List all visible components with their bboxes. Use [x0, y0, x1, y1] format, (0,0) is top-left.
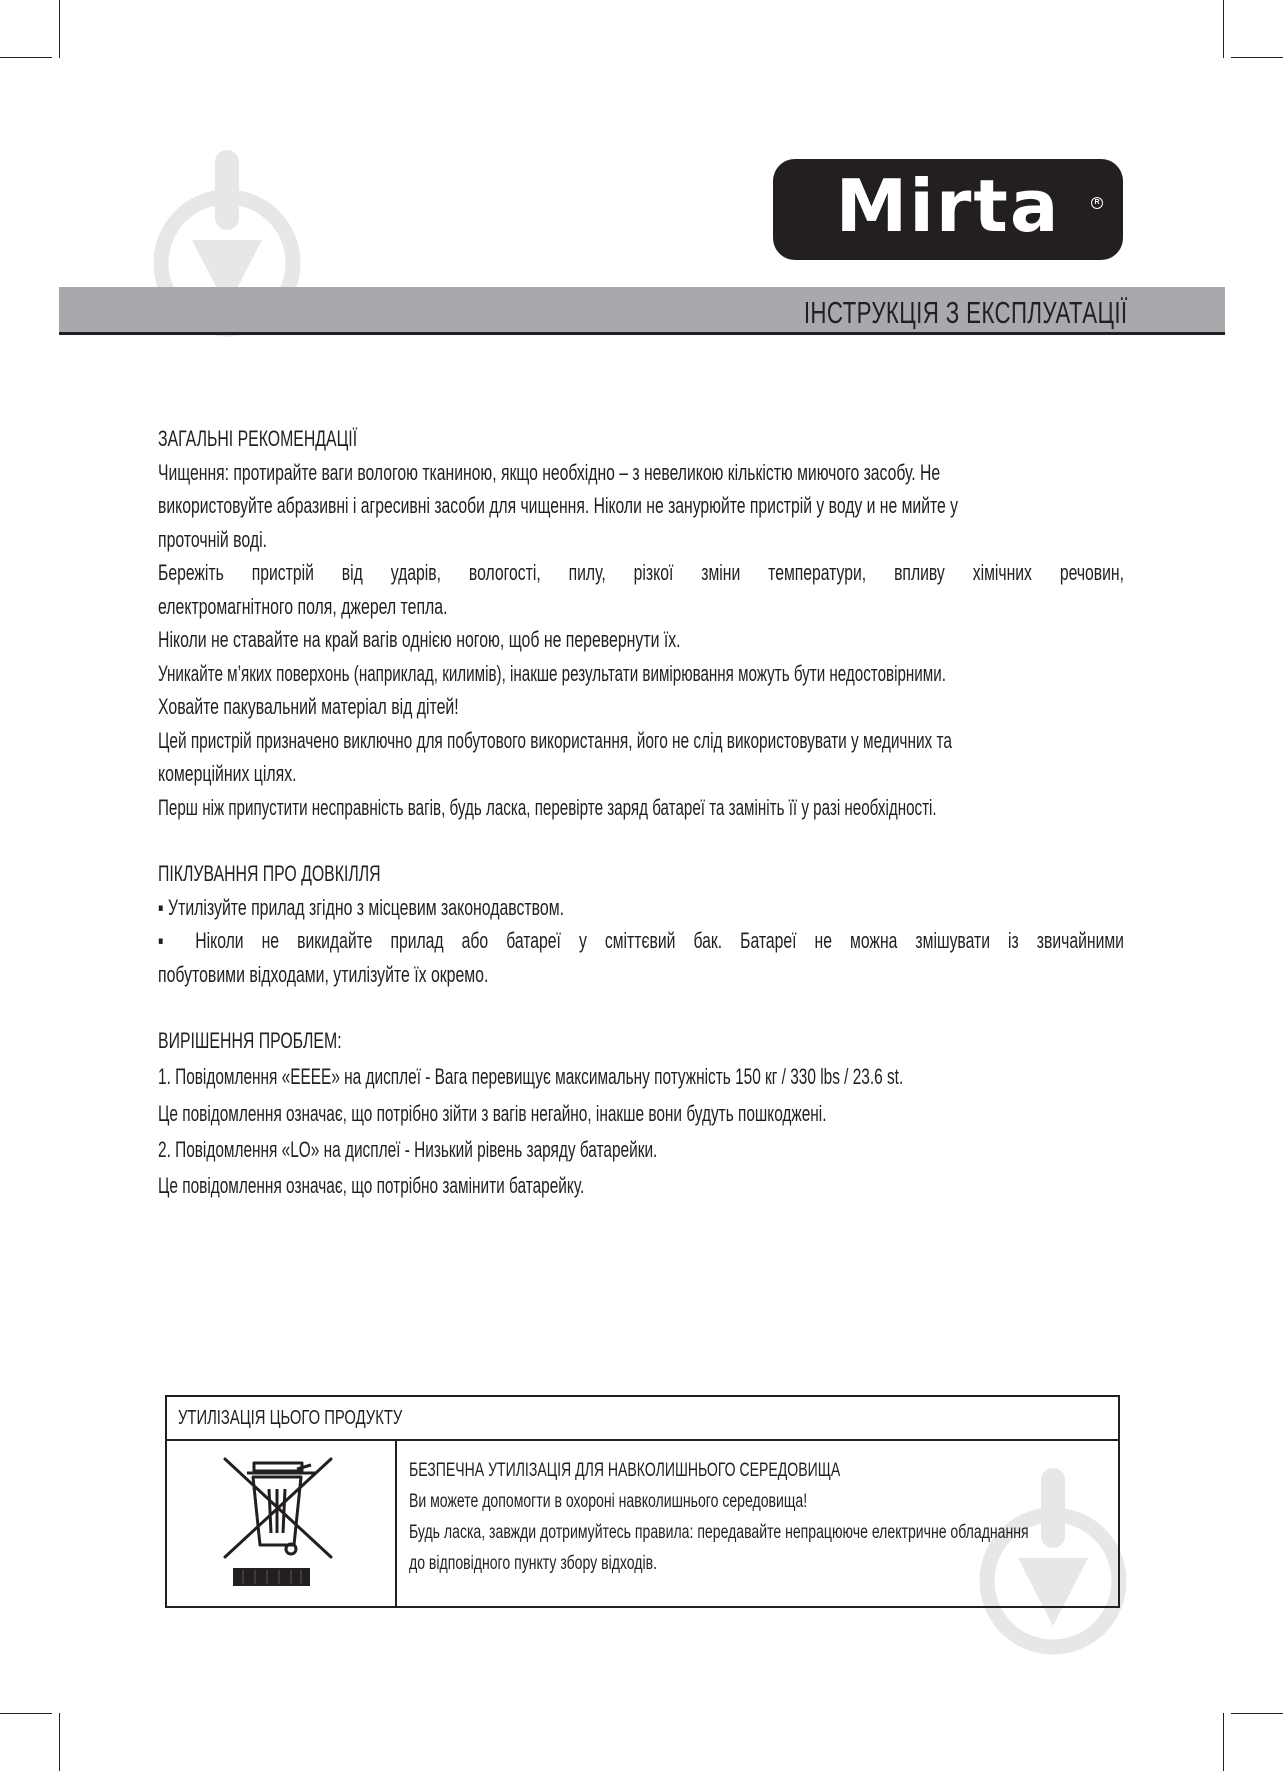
disposal-box-header — [167, 1397, 1118, 1441]
brand-logo-text: Mirta — [835, 163, 1061, 248]
general-line: Ховайте пакувальний матеріал від дітей! — [158, 694, 459, 719]
general-line: використовуйте абразивні і агресивні засоби для чищення. Ніколи не занурюйте пристрій у воду и не мийте у — [158, 493, 959, 518]
general-line: проточній воді. — [158, 526, 268, 552]
disposal-line: Будь ласка, завжди дотримуйтесь правила: передавайте непрацююче електричне обладнання — [409, 1522, 1029, 1543]
crop-mark-bottom-left-h — [0, 1713, 52, 1714]
crop-mark-top-left-h — [0, 57, 52, 58]
disposal-box — [165, 1395, 1120, 1608]
crop-mark-bottom-left — [59, 1713, 60, 1771]
general-line: комерційних цілях. — [158, 761, 297, 786]
title-bar — [59, 287, 1225, 335]
registered-mark-icon: R — [1091, 197, 1103, 209]
disposal-icon-cell — [167, 1441, 397, 1606]
main-content — [158, 422, 1124, 1204]
crossed-out-wheelie-bin-icon — [167, 1441, 397, 1608]
general-line: Бережіть пристрій від ударів, вологості, пилу, різкої зміни температури, впливу хімічних речовин, — [158, 560, 1124, 585]
crop-mark-bottom-right — [1223, 1713, 1224, 1771]
page-title: ІНСТРУКЦІЯ З ЕКСПЛУАТАЦІЇ — [803, 295, 1127, 330]
brand-logo — [773, 159, 1123, 260]
environment-line: ▪ Ніколи не викидайте прилад або батареї у сміттєвий бак. Батареї не можна змішувати із звичайними — [158, 928, 1124, 953]
section-heading-troubleshooting: ВИРІШЕННЯ ПРОБЛЕМ: — [158, 1028, 342, 1053]
general-line: Перш ніж припустити несправність вагів, будь ласка, перевірте заряд батареї та замініть її у разі необхідності. — [158, 794, 937, 820]
general-line: Чищення: протирайте ваги вологою тканиною, якщо необхідно – з невеликою кількістю миючого засобу. Не — [158, 459, 941, 485]
troubleshooting-line: 2. Повідомлення «LO» на дисплеї - Низький рівень заряду батарейки. — [158, 1136, 658, 1162]
environment-line: ▪ Утилізуйте прилад згідно з місцевим законодавством. — [158, 894, 565, 920]
troubleshooting-line: Це повідомлення означає, що потрібно зійти з вагів негайно, інакше вони будуть пошкоджені. — [158, 1100, 827, 1126]
troubleshooting-line: 1. Повідомлення «EEEE» на дисплеї - Вага перевищує максимальну потужність 150 кг / 330 lbs / 23.6 st. — [158, 1063, 904, 1089]
general-line: електромагнітного поля, джерел тепла. — [158, 593, 448, 619]
section-heading-general: ЗАГАЛЬНІ РЕКОМЕНДАЦІЇ — [158, 426, 358, 451]
general-line: Ніколи не ставайте на край вагів однією ногою, щоб не перевернути їх. — [158, 627, 681, 652]
section-heading-environment: ПІКЛУВАННЯ ПРО ДОВКІЛЛЯ — [158, 861, 381, 886]
disposal-heading: УТИЛІЗАЦІЯ ЦЬОГО ПРОДУКТУ — [178, 1407, 403, 1429]
crop-mark-top-right — [1223, 0, 1224, 58]
general-line: Уникайте м’яких поверхонь (наприклад, килимів), інакше результати вимірювання можуть бути недостовірними. — [158, 660, 946, 686]
troubleshooting-line: Це повідомлення означає, що потрібно замінити батарейку. — [158, 1172, 585, 1198]
disposal-line: БЕЗПЕЧНА УТИЛІЗАЦІЯ ДЛЯ НАВКОЛИШНЬОГО СЕРЕДОВИЩА — [409, 1460, 841, 1481]
crop-mark-top-right-h — [1231, 57, 1283, 58]
crop-mark-top-left — [59, 0, 60, 58]
environment-line: побутовими відходами, утилізуйте їх окремо. — [158, 961, 489, 987]
disposal-line: Ви можете допомогти в охороні навколишнього середовища! — [409, 1491, 808, 1512]
disposal-text — [409, 1455, 1109, 1579]
disposal-line: до відповідного пункту збору відходів. — [409, 1553, 657, 1574]
crop-mark-bottom-right-h — [1231, 1713, 1283, 1714]
general-line: Цей пристрій призначено виключно для побутового використання, його не слід використовувати у медичних та — [158, 727, 952, 753]
